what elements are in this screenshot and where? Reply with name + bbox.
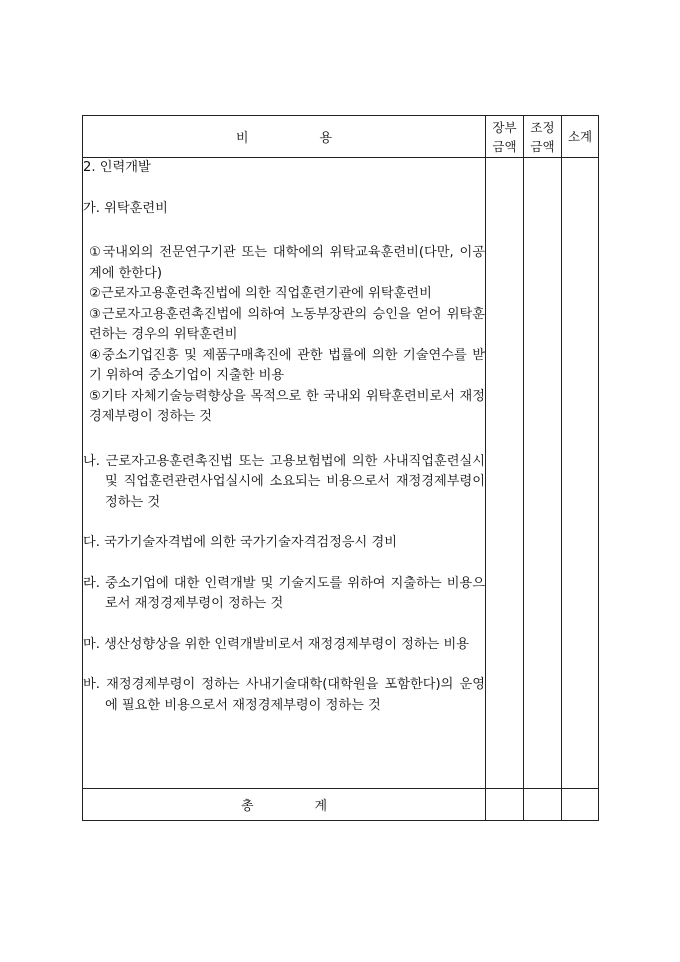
adjusted-amount-header — [524, 116, 562, 158]
subsection-ba: 바. 재정경제부령이 정하는 사내기술대학(대학원을 포함한다)의 운영에 필요한 비용으로서 재정경제부령이 정하는 것 — [83, 677, 485, 713]
total-adjusted-amount-cell[interactable] — [524, 789, 562, 821]
total-subtotal-cell[interactable] — [562, 789, 599, 821]
subtotal-header: 소계 — [562, 116, 599, 158]
subtotal-cell[interactable] — [562, 158, 599, 789]
content-cell — [83, 158, 486, 789]
subsection-na: 나. 근로자고용훈련촉진법 또는 고용보험법에 의한 사내직업훈련실시 및 직업훈련관련사업실시에 소요되는 비용으로서 재정경제부령이 정하는 것 — [83, 453, 485, 510]
adjusted-amount-header-bottom: 금액 — [530, 138, 555, 154]
ledger-amount-header-bottom: 금액 — [492, 138, 517, 154]
cost-header-cell — [83, 116, 486, 158]
adjusted-amount-header-top: 조정 — [530, 119, 555, 135]
expense-table — [82, 115, 599, 821]
ga-item-3: ③근로자고용훈련촉진법에 의하여 노동부장관의 승인을 얻어 위탁훈련하는 경우의 위탁훈련비 — [89, 306, 485, 342]
subsection-ma: 마. 생산성향상을 위한 인력개발비로서 재정경제부령이 정하는 비용 — [83, 636, 470, 652]
subsection-ga-title: 가. 위탁훈련비 — [83, 200, 168, 216]
total-label-char2: 계 — [314, 799, 327, 814]
total-label-char1: 총 — [241, 799, 254, 814]
header-row — [83, 116, 599, 158]
ledger-amount-header — [486, 116, 524, 158]
subsection-da: 다. 국가기술자격법에 의한 국가기술자격검정응시 경비 — [83, 535, 397, 550]
ga-item-2: ②근로자고용훈련촉진법에 의한 직업훈련기관에 위탁훈련비 — [89, 286, 432, 301]
adjusted-amount-cell[interactable] — [524, 158, 562, 789]
cost-header-char2: 용 — [319, 131, 332, 146]
ledger-amount-cell[interactable] — [486, 158, 524, 789]
subsection-ra: 라. 중소기업에 대한 인력개발 및 기술지도를 위하여 지출하는 비용으로서 재정경제부령이 정하는 것 — [83, 575, 485, 611]
ledger-amount-header-top: 장부 — [492, 119, 517, 135]
total-label-cell — [83, 789, 486, 821]
total-row — [83, 789, 599, 821]
total-ledger-amount-cell[interactable] — [486, 789, 524, 821]
cost-header-char1: 비 — [236, 131, 249, 146]
ga-item-5: ⑤기타 자체기술능력향상을 목적으로 한 국내외 위탁훈련비로서 재정경제부령이 정하는 것 — [89, 388, 485, 424]
ga-item-4: ④중소기업진흥 및 제품구매촉진에 관한 법률에 의한 기술연수를 받기 위하여 중소기업이 지출한 비용 — [89, 347, 485, 383]
ga-item-1: ①국내외의 전문연구기관 또는 대학에의 위탁교육훈련비(다만, 이공계에 한한다) — [89, 245, 485, 281]
content-row — [83, 158, 599, 789]
section-title: 2. 인력개발 — [83, 160, 151, 175]
